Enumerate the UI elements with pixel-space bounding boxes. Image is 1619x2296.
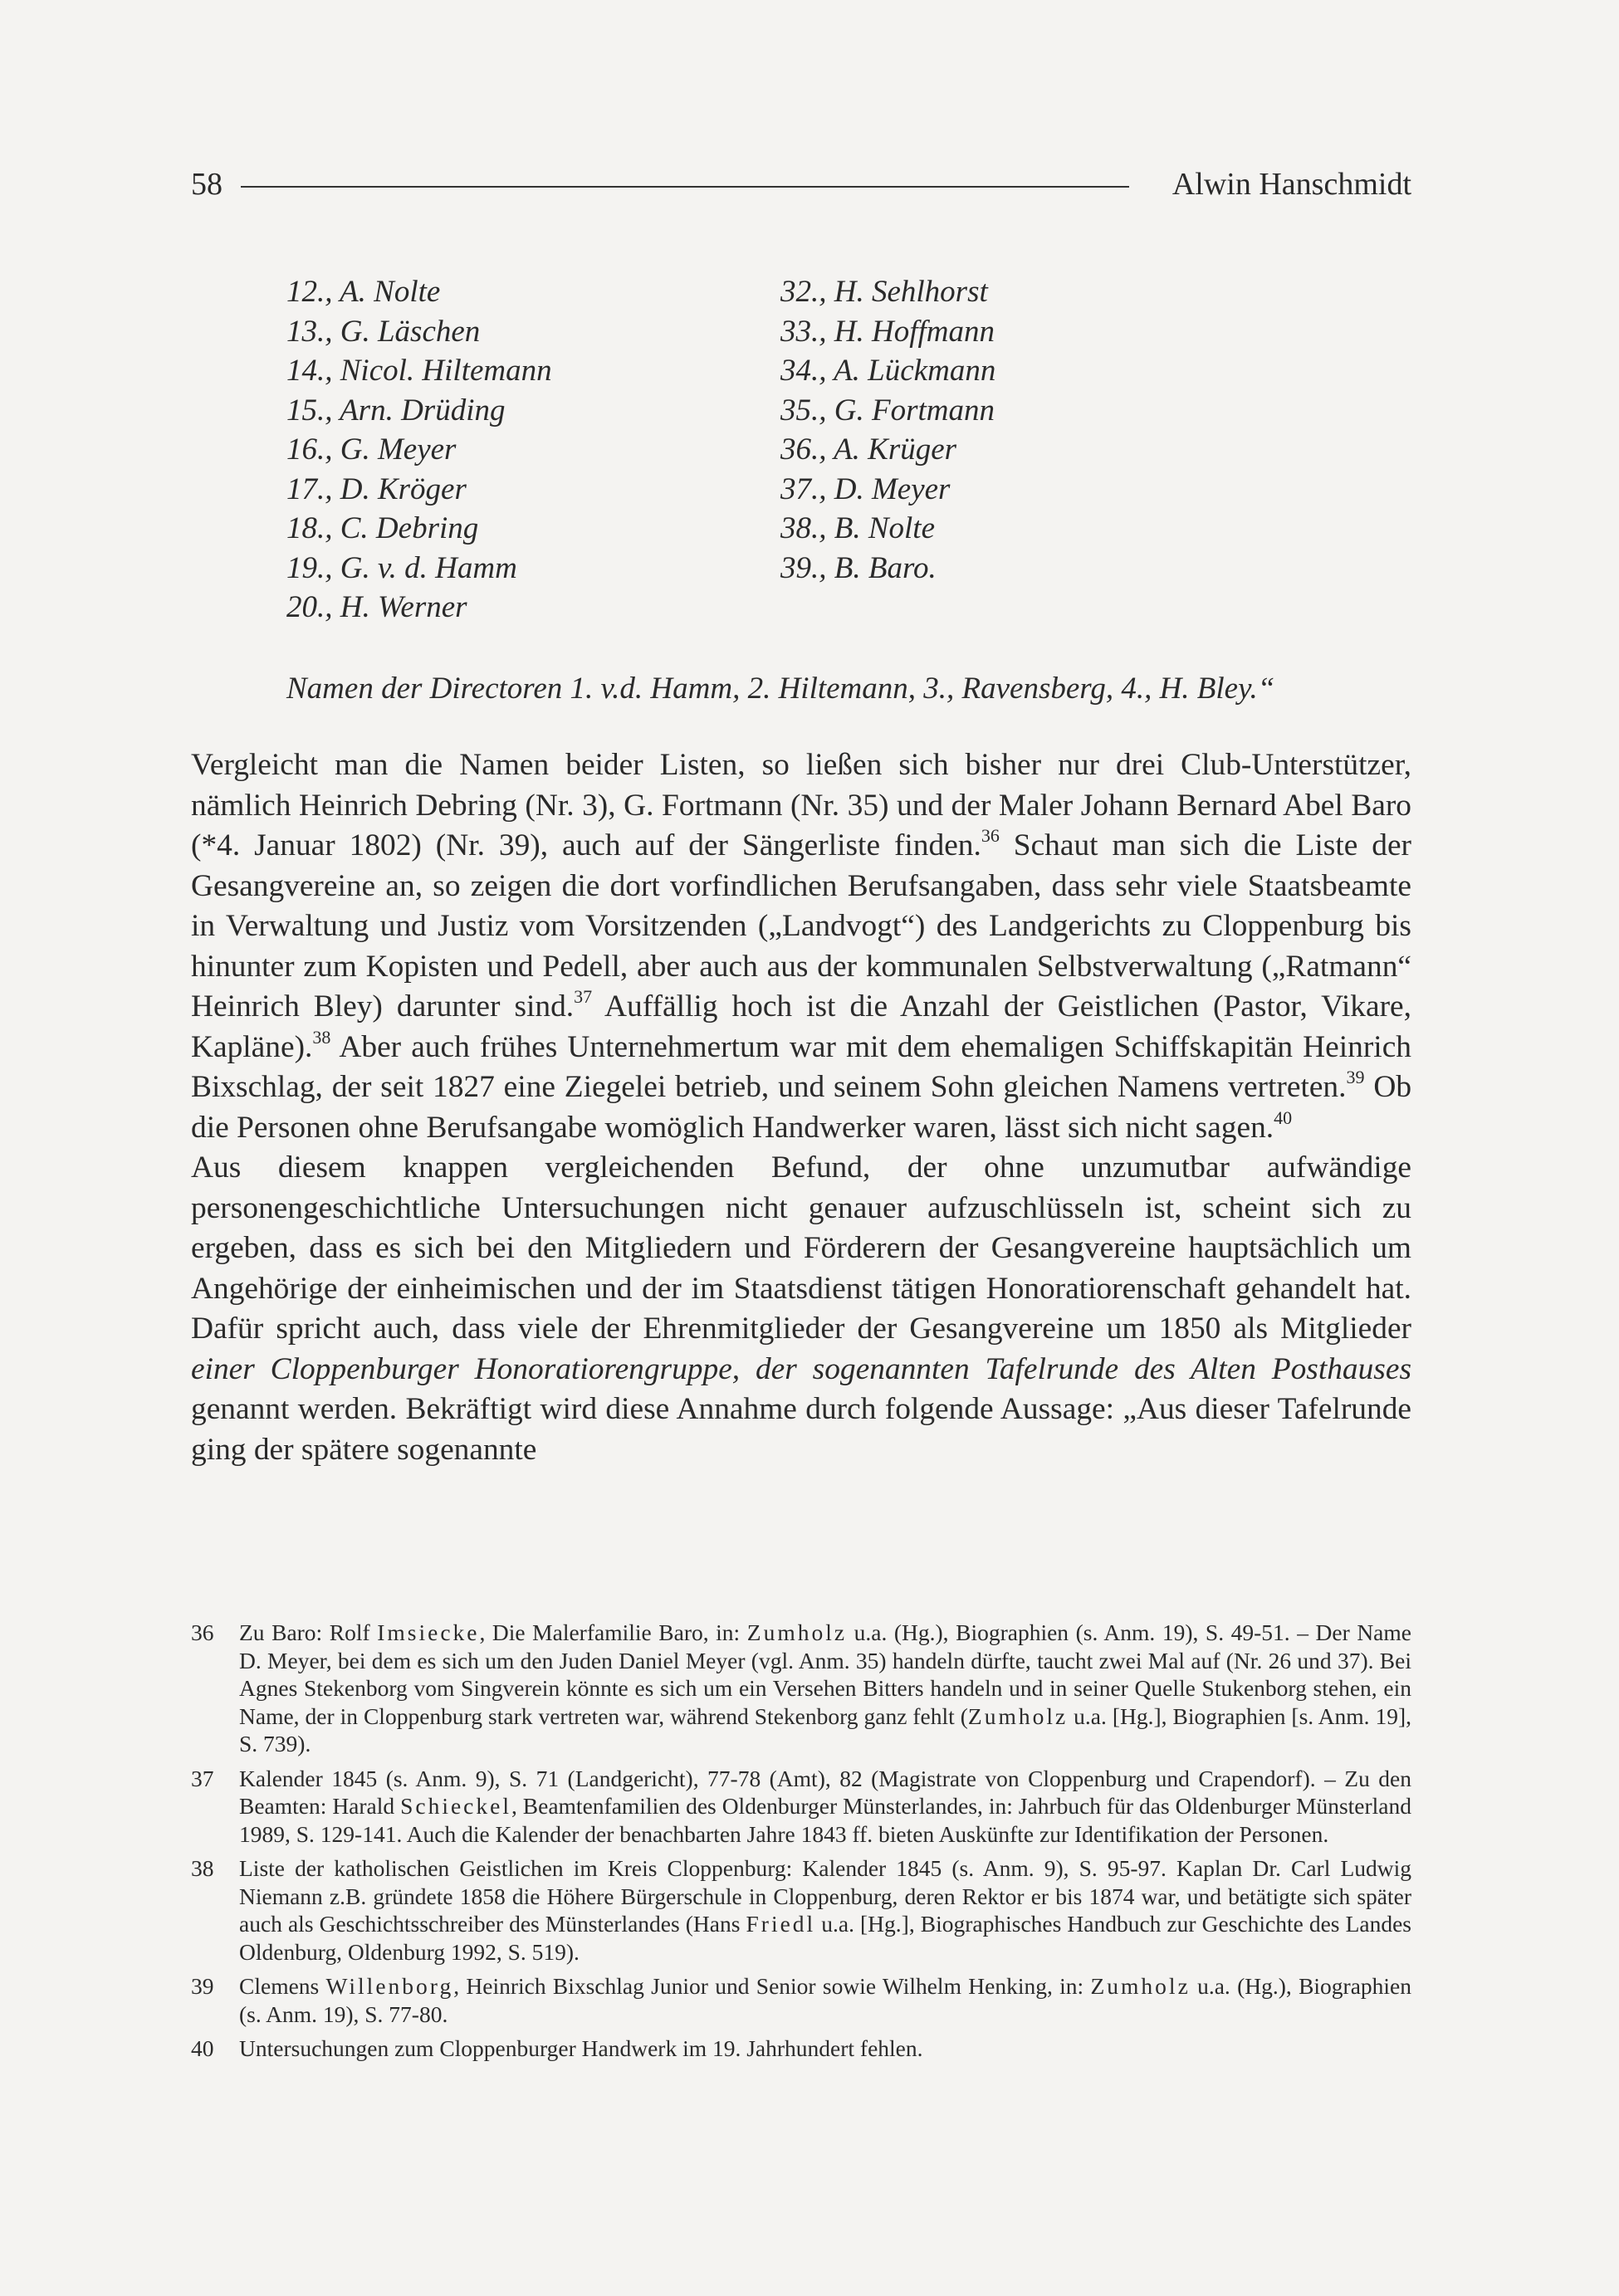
footnote-text: Zu Baro: Rolf Imsiecke, Die Malerfamilie Baro, in: Zumholz u.a. (Hg.), Biographien (s. Anm. 19), S. 49-51. – Der Name D. Meyer, bei dem es sich um den Juden Daniel Meyer (vgl. Anm. 35) handeln dürfte, taucht zwei Mal auf (Nr. 26 und 37). Bei Agnes Stekenborg vom Singverein könnte es sich um ein Versehen Bitters handeln und in seiner Quelle Stukenborg stehen, ein Name, der in Cloppenburg stark vertreten war, während Stekenborg ganz fehlt (Zumholz u.a. [Hg.], Biographien [s. Anm. 19], S. 739). <box>239 1619 1411 1756</box>
list-item: 16., G. Meyer <box>286 432 457 467</box>
footnote-text: Liste der katholischen Geistlichen im Kreis Cloppenburg: Kalender 1845 (s. Anm. 9), S. 95-97. Kaplan Dr. Carl Ludwig Niemann z.B. gründete 1858 die Höhere Bürgerschule in Cloppenburg, deren Rektor er bis 1874 war, und betätigte sich später auch als Geschichtsschreiber des Münsterlandes (Hans Friedl u.a. [Hg.], Biographisches Handbuch zur Geschichte des Landes Oldenburg, Oldenburg 1992, S. 519). <box>239 1855 1411 1965</box>
page-number: 58 <box>191 167 223 202</box>
footnote-number: 38 <box>191 1855 214 1881</box>
list-item: 38., B. Nolte <box>780 511 936 545</box>
footnote-38 <box>191 1854 1411 1966</box>
list-item: 20., H. Werner <box>286 590 467 624</box>
footnote-ref-39: 39 <box>1346 1067 1365 1087</box>
page-header <box>191 166 1411 208</box>
footnote-number: 40 <box>191 2035 214 2061</box>
paragraph-1 <box>191 745 1411 1148</box>
footnote-ref-36: 36 <box>981 825 1000 846</box>
footnote-ref-40: 40 <box>1274 1106 1293 1128</box>
footnotes <box>191 1619 1411 2069</box>
footnote-37 <box>191 1765 1411 1849</box>
running-head-author: Alwin Hanschmidt <box>1171 167 1411 202</box>
list-item: 12., A. Nolte <box>286 275 441 309</box>
list-item: 15., Arn. Drüding <box>286 393 506 427</box>
footnote-ref-38: 38 <box>312 1026 331 1048</box>
list-item: 36., A. Krüger <box>780 432 957 467</box>
footnote-text: Kalender 1845 (s. Anm. 9), S. 71 (Landgericht), 77-78 (Amt), 82 (Magistrate von Cloppenburg und Crapendorf). – Zu den Beamten: Harald Schieckel, Beamtenfamilien des Oldenburger Münsterlandes, in: Jahrbuch für das Oldenburger Münsterland 1989, S. 129-141. Auch die Kalender der benachbarten Jahre 1843 ff. bieten Auskünfte zur Identifikation der Personen. <box>239 1765 1412 1847</box>
header-rule <box>241 186 1129 188</box>
member-list-right <box>780 272 995 588</box>
footnote-text: Clemens Willenborg, Heinrich Bixschlag Junior und Senior sowie Wilhelm Henking, in: Zumholz u.a. (Hg.), Biographien (s. Anm. 19), S. 77-80. <box>239 1973 1412 2027</box>
footnote-number: 39 <box>191 1973 214 1999</box>
paragraph-2 <box>191 1148 1411 1470</box>
text-run: Ob die Personen ohne Berufsangabe womöglich Handwerker waren, lässt sich nicht sagen. <box>191 1070 1412 1145</box>
list-item: 39., B. Baro. <box>780 550 937 585</box>
footnote-40 <box>191 2035 1411 2063</box>
body-text <box>191 745 1411 1470</box>
list-item: 35., G. Fortmann <box>780 393 995 427</box>
list-item: 14., Nicol. Hiltemann <box>286 354 552 388</box>
text-run: Auffällig hoch ist die Anzahl der Geistlichen (Pastor, Vikare, Kapläne). <box>191 989 1411 1064</box>
footnote-ref-37: 37 <box>574 986 593 1007</box>
member-list-left <box>286 272 552 628</box>
list-item: 32., H. Sehlhorst <box>780 275 988 309</box>
text-run: Aber auch frühes Unternehmertum war mit dem ehemaligen Schiffskapitän Heinrich Bixschlag, der seit 1827 eine Ziegelei betrieb, und seinem Sohn gleichen Namens vertreten. <box>191 1029 1411 1104</box>
text-run: Schaut man sich die Liste der Gesangvereine an, so zeigen die dort vorfindlichen Berufsangaben, dass sehr viele Staatsbeamte in Verwaltung und Justiz vom Vorsitzenden („Landvogt“) des Landgerichts zu Cloppenburg bis hinunter zum Kopisten und Pedell, aber auch aus der kommunalen Selbstverwaltung („Ratmann“ Heinrich Bley) darunter sind. <box>191 828 1411 1023</box>
text-run: genannt werden. Bekräftigt wird diese Annahme durch folgende Aussage: „Aus dieser Tafelrunde ging der spätere sogenannte <box>191 1392 1411 1467</box>
text-run: Aus diesem knappen vergleichenden Befund, der ohne unzumutbar aufwändige personengeschichtliche Untersuchungen nicht genauer aufzuschlüsseln ist, scheint sich zu ergeben, dass es sich bei den Mitgliedern und Förderern der Gesangvereine hauptsächlich um Angehörige der einheimischen und der im Staatsdienst tätigen Honoratiorenschaft gehandelt hat. Dafür spricht auch, dass viele der Ehrenmitglieder der Gesangvereine um 1850 als Mitglieder <box>191 1150 1411 1346</box>
list-item: 17., D. Kröger <box>286 471 467 506</box>
footnote-36 <box>191 1619 1411 1758</box>
list-item: 18., C. Debring <box>286 511 479 545</box>
directors-line: Namen der Directoren 1. v.d. Hamm, 2. Hiltemann, 3., Ravensberg, 4., H. Bley.“ <box>286 672 1275 706</box>
list-item: 34., A. Lückmann <box>780 354 996 388</box>
list-item: 33., H. Hoffmann <box>780 314 995 349</box>
footnote-39 <box>191 1972 1411 2028</box>
footnote-text: Untersuchungen zum Cloppenburger Handwerk im 19. Jahrhundert fehlen. <box>239 2035 923 2061</box>
list-item: 19., G. v. d. Hamm <box>286 550 517 585</box>
footnote-number: 37 <box>191 1765 214 1791</box>
list-item: 37., D. Meyer <box>780 471 951 506</box>
text-run: Vergleicht man die Namen beider Listen, so ließen sich bisher nur drei Club-Unterstützer, nämlich Heinrich Debring (Nr. 3), G. Fortmann (Nr. 35) und der Maler Johann Bernard Abel Baro (*4. Januar 1802) (Nr. 39), auch auf der Sängerliste finden. <box>191 748 1411 862</box>
italic-quote: einer Cloppenburger Honoratiorengruppe, der sogenannten Tafelrunde des Alten Posthauses <box>191 1351 1411 1386</box>
list-item: 13., G. Läschen <box>286 314 481 349</box>
footnote-number: 36 <box>191 1619 214 1645</box>
